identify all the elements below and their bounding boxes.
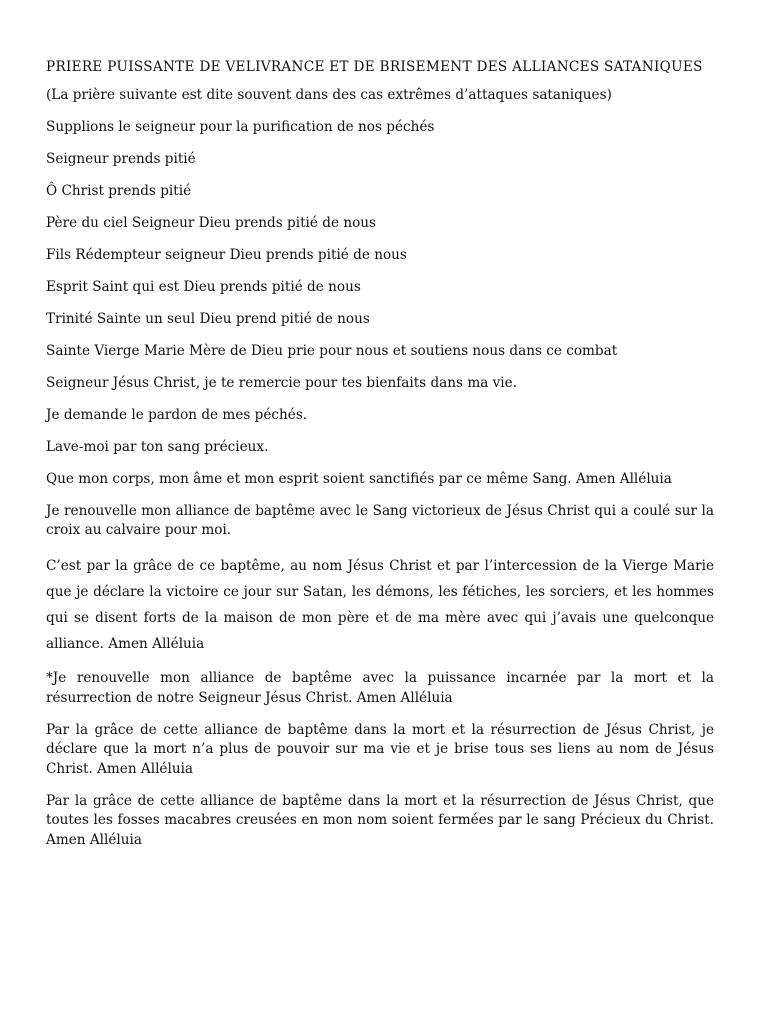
paragraph-holy-spirit: Esprit Saint qui est Dieu prends pitié de nous bbox=[46, 278, 361, 295]
paragraph-trinity: Trinité Sainte un seul Dieu prend pitié de nous bbox=[46, 310, 370, 327]
paragraph-wash: Lave-moi par ton sang précieux. bbox=[46, 438, 269, 455]
paragraph-intro-note: (La prière suivante est dite souvent dans des cas extrêmes d’attaques sataniques) bbox=[46, 86, 612, 103]
paragraph-victory-declaration: C’est par la grâce de ce baptême, au nom Jésus Christ et par l’intercession de la Vierge Marie que je déclare la victoire ce jour sur Satan, les démons, les fétiches, les sorciers, et les hommes qui se disent forts de la maison de mon père et de ma mère avec qui j’avais une quelconque alliance. Amen Alléluia bbox=[46, 558, 714, 652]
paragraph-kyrie: Seigneur prends pitié bbox=[46, 150, 196, 167]
paragraph-baptism-power: *Je renouvelle mon alliance de baptême avec la puissance incarnée par la mort et la résurrection de notre Seigneur Jésus Christ. Amen Alléluia bbox=[46, 670, 714, 706]
paragraph-death-power: Par la grâce de cette alliance de baptême dans la mort et la résurrection de Jésus Christ, je déclare que la mort n’a plus de pouvoir sur ma vie et je brise tous ses liens au nom de Jésus Christ. Amen Alléluia bbox=[46, 721, 714, 777]
paragraph-son: Fils Rédempteur seigneur Dieu prends pitié de nous bbox=[46, 246, 407, 263]
paragraph-supplication: Supplions le seigneur pour la purification de nos péchés bbox=[46, 118, 435, 135]
paragraph-christe: Ô Christ prends pitié bbox=[46, 182, 192, 199]
document-title: PRIERE PUISSANTE DE VELIVRANCE ET DE BRISEMENT DES ALLIANCES SATANIQUES bbox=[46, 59, 703, 75]
paragraph-thanks: Seigneur Jésus Christ, je te remercie pour tes bienfaits dans ma vie. bbox=[46, 374, 518, 391]
paragraph-sanctification: Que mon corps, mon âme et mon esprit soient sanctifiés par ce même Sang. Amen Alléluia bbox=[46, 470, 672, 487]
paragraph-forgiveness: Je demande le pardon de mes péchés. bbox=[46, 406, 308, 423]
paragraph-graves-closed: Par la grâce de cette alliance de baptême dans la mort et la résurrection de Jésus Christ, que toutes les fosses macabres creusées en mon nom soient fermées par le sang Précieux du Christ. Amen Alléluia bbox=[46, 792, 714, 848]
paragraph-virgin-mary: Sainte Vierge Marie Mère de Dieu prie pour nous et soutiens nous dans ce combat bbox=[46, 342, 618, 359]
document-page bbox=[46, 58, 714, 863]
paragraph-father: Père du ciel Seigneur Dieu prends pitié de nous bbox=[46, 214, 377, 231]
paragraph-baptism-renewal: Je renouvelle mon alliance de baptême avec le Sang victorieux de Jésus Christ qui a coulé sur la croix au calvaire pour moi. bbox=[46, 502, 714, 538]
